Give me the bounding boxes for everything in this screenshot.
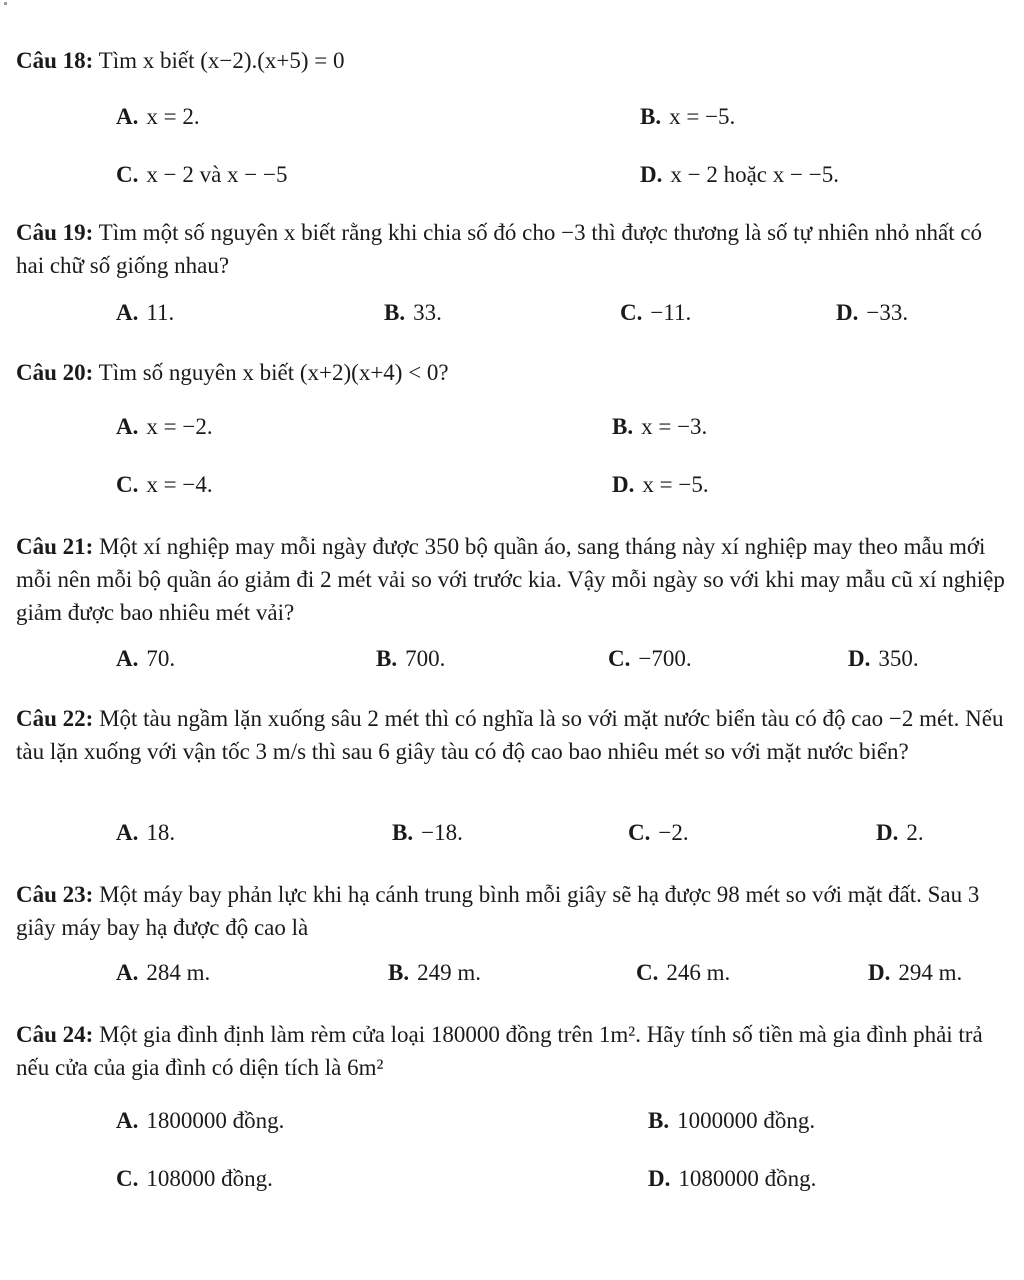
question-text: Tìm số nguyên x biết (x+2)(x+4) < 0? [98, 360, 449, 385]
option-label: B. [376, 646, 398, 671]
option-b [640, 102, 735, 132]
option-value: 2. [906, 820, 924, 845]
option-label: B. [612, 414, 634, 439]
option-value: 284 m. [146, 960, 211, 985]
question-21 [16, 530, 1010, 629]
option-label: C. [116, 472, 139, 497]
option-value: x = −3. [641, 414, 708, 439]
question-number: Câu 18: [16, 48, 94, 73]
option-d [848, 644, 919, 674]
option-label: A. [116, 414, 139, 439]
question-number: Câu 24: [16, 1022, 94, 1047]
option-c [116, 470, 213, 500]
question-22 [16, 702, 1010, 768]
option-d [648, 1164, 816, 1194]
option-label: D. [868, 960, 891, 985]
option-d [640, 160, 839, 190]
question-23 [16, 878, 1010, 944]
question-20 [16, 356, 1010, 389]
option-value: x − 2 và x − −5 [146, 162, 288, 187]
option-value: 33. [413, 300, 442, 325]
option-value: 700. [405, 646, 446, 671]
option-label: D. [612, 472, 635, 497]
option-label: A. [116, 646, 139, 671]
option-label: A. [116, 1108, 139, 1133]
option-value: x − 2 hoặc x − −5. [670, 162, 839, 187]
option-value: 294 m. [898, 960, 963, 985]
option-label: D. [836, 300, 859, 325]
option-value: x = −5. [669, 104, 736, 129]
option-value: 1080000 đồng. [678, 1166, 817, 1191]
option-label: B. [384, 300, 406, 325]
option-a [116, 412, 213, 442]
option-value: 249 m. [417, 960, 481, 985]
option-value: x = 2. [146, 104, 200, 129]
option-label: C. [608, 646, 631, 671]
option-value: 246 m. [666, 960, 731, 985]
option-label: C. [620, 300, 643, 325]
option-b [648, 1106, 815, 1136]
option-label: C. [636, 960, 659, 985]
option-a [116, 298, 174, 328]
option-label: D. [848, 646, 871, 671]
option-c [608, 644, 692, 674]
option-value: 70. [146, 646, 176, 671]
option-value: −18. [421, 820, 463, 845]
option-d [876, 818, 924, 848]
question-number: Câu 19: [16, 220, 94, 245]
question-text: Một tàu ngầm lặn xuống sâu 2 mét thì có nghĩa là so với mặt nước biển tàu có độ cao −2 mét. Nếu tàu lặn xuống với vận tốc 3 m/s thì sau 6 giây tàu có độ cao bao nhiêu mét so với mặt nước biển? [16, 706, 1004, 764]
option-b [384, 298, 442, 328]
question-text: Một máy bay phản lực khi hạ cánh trung bình mỗi giây sẽ hạ được 98 mét so với mặt đất. Sau 3 giây máy bay hạ được độ cao là [16, 882, 980, 940]
option-c [636, 958, 730, 988]
option-b [376, 644, 445, 674]
option-label: C. [628, 820, 651, 845]
option-b [388, 958, 481, 988]
option-value: 108000 đồng. [146, 1166, 273, 1191]
question-number: Câu 22: [16, 706, 94, 731]
option-value: −700. [638, 646, 692, 671]
option-value: 18. [146, 820, 176, 845]
option-label: B. [640, 104, 662, 129]
option-b [392, 818, 463, 848]
option-value: 350. [878, 646, 919, 671]
option-value: −33. [866, 300, 909, 325]
question-text: Một xí nghiệp may mỗi ngày được 350 bộ quần áo, sang tháng này xí nghiệp may theo mẫu mới mỗi nên mỗi bộ quần áo giảm đi 2 mét vải so với trước kia. Vậy mỗi ngày so với khi may mẫu cũ xí nghiệp giảm được bao nhiêu mét vải? [16, 534, 1005, 625]
question-number: Câu 21: [16, 534, 94, 559]
option-value: x = −2. [146, 414, 213, 439]
scan-artifact-dot [4, 2, 7, 5]
option-value: −11. [650, 300, 692, 325]
option-label: A. [116, 104, 139, 129]
option-label: C. [116, 162, 139, 187]
option-label: B. [648, 1108, 670, 1133]
option-label: A. [116, 820, 139, 845]
option-a [116, 644, 175, 674]
option-label: D. [648, 1166, 671, 1191]
question-24 [16, 1018, 1010, 1084]
question-text: Tìm một số nguyên x biết rằng khi chia số đó cho −3 thì được thương là số tự nhiên nhỏ nhất có hai chữ số giống nhau? [16, 220, 983, 278]
option-a [116, 102, 200, 132]
option-c [628, 818, 689, 848]
option-label: A. [116, 300, 139, 325]
question-19 [16, 216, 1010, 282]
option-label: B. [388, 960, 410, 985]
question-number: Câu 20: [16, 360, 94, 385]
option-label: A. [116, 960, 139, 985]
question-18 [16, 44, 1010, 77]
option-value: 1800000 đồng. [146, 1108, 285, 1133]
question-text: Một gia đình định làm rèm cửa loại 180000 đồng trên 1m². Hãy tính số tiền mà gia đình phải trả nếu cửa của gia đình có diện tích là 6m² [16, 1022, 983, 1080]
option-d [612, 470, 709, 500]
option-a [116, 818, 175, 848]
option-c [116, 1164, 273, 1194]
option-c [116, 160, 288, 190]
option-label: D. [640, 162, 663, 187]
option-value: 1000000 đồng. [677, 1108, 816, 1133]
option-value: 11. [146, 300, 175, 325]
option-value: x = −4. [146, 472, 213, 497]
option-a [116, 1106, 284, 1136]
option-b [612, 412, 707, 442]
option-value: −2. [658, 820, 689, 845]
option-d [868, 958, 962, 988]
option-c [620, 298, 691, 328]
option-label: D. [876, 820, 899, 845]
option-value: x = −5. [642, 472, 709, 497]
option-label: C. [116, 1166, 139, 1191]
option-label: B. [392, 820, 414, 845]
question-text: Tìm x biết (x−2).(x+5) = 0 [98, 48, 345, 73]
option-a [116, 958, 210, 988]
question-number: Câu 23: [16, 882, 94, 907]
option-d [836, 298, 908, 328]
